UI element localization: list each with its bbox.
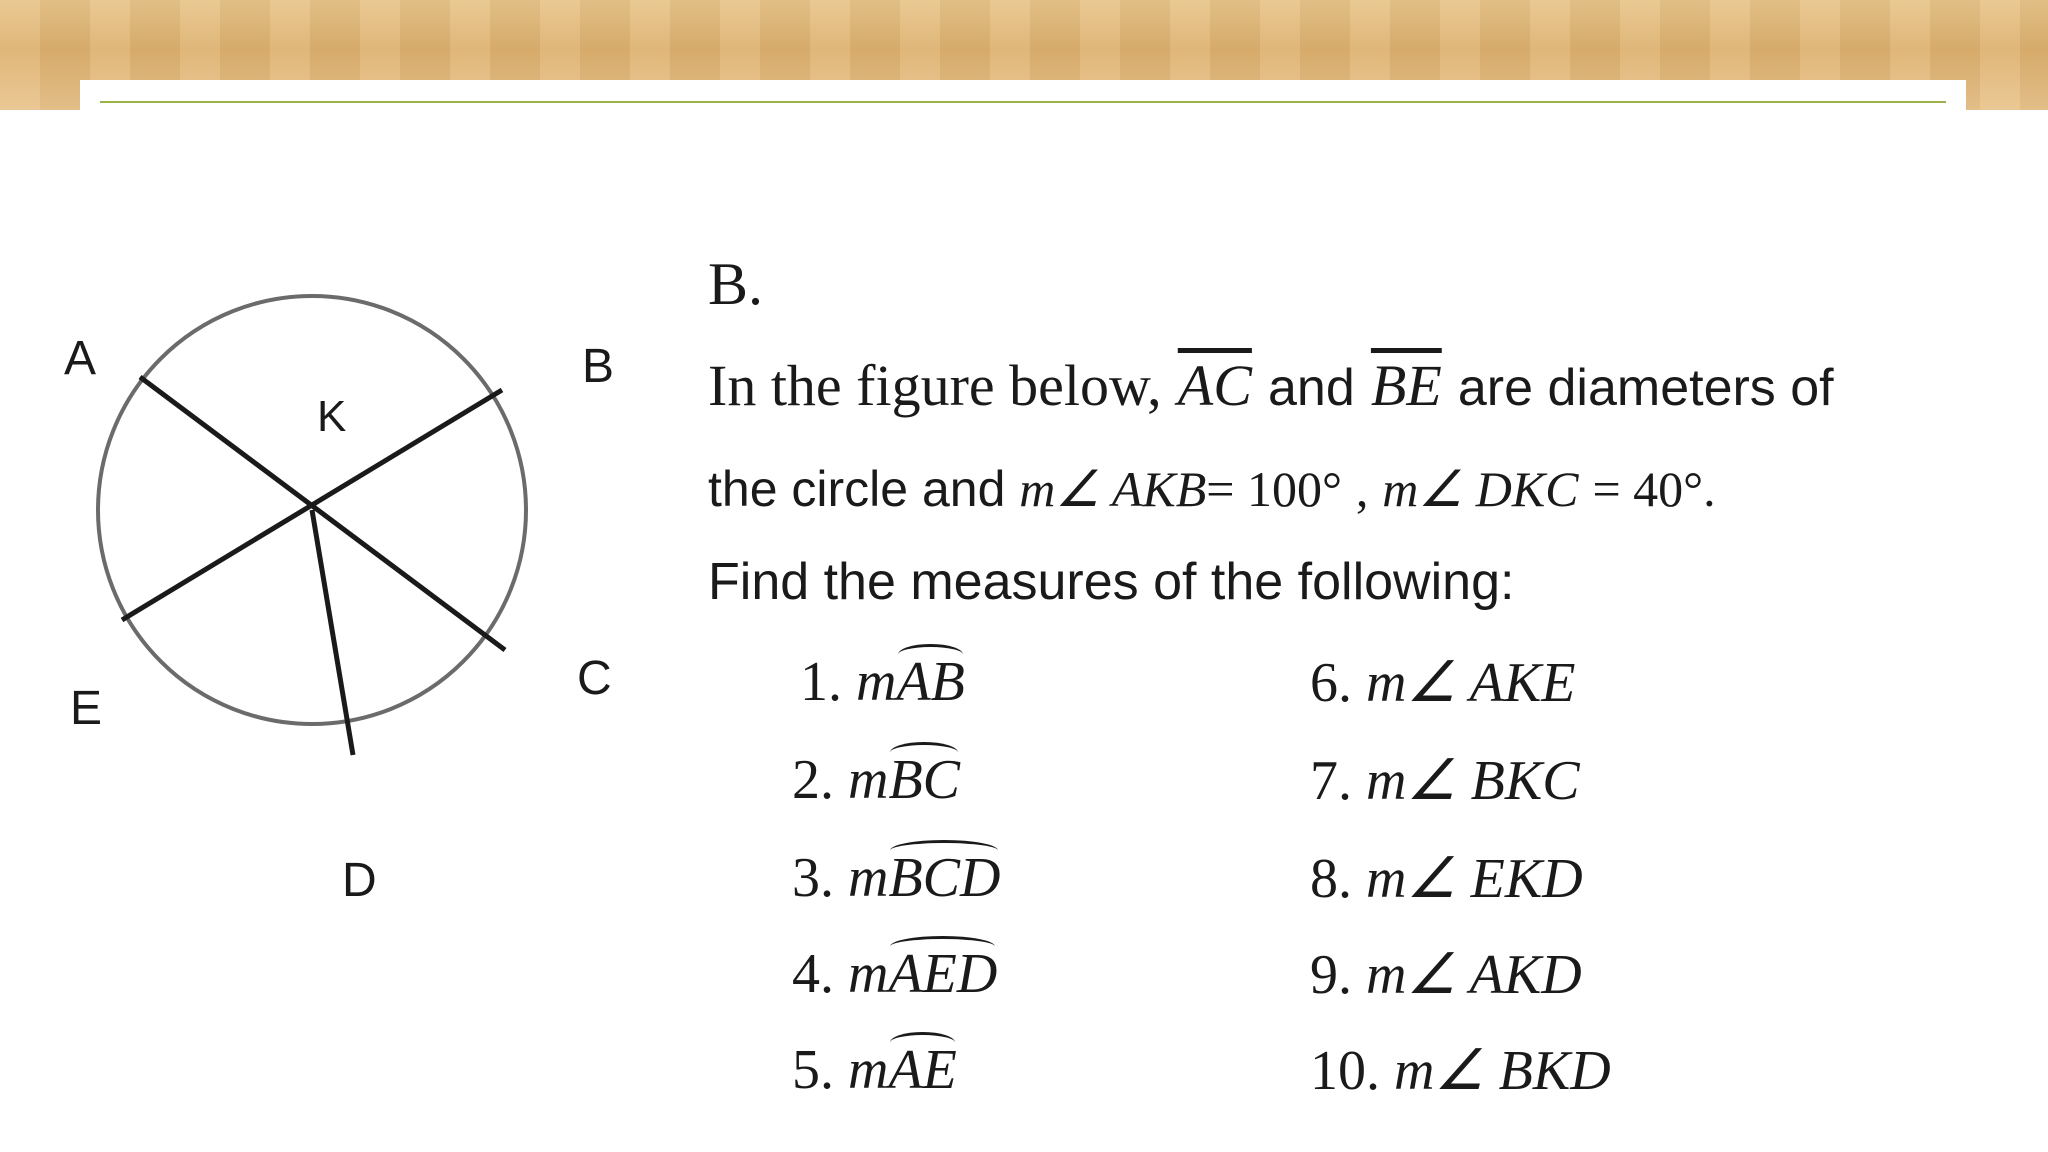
question-9 — [1310, 942, 1582, 1007]
question-number: 2. — [792, 749, 834, 811]
radius-kd — [312, 510, 353, 755]
angle-expression: m∠ AKE — [1366, 652, 1576, 714]
question-number: 6. — [1310, 652, 1352, 714]
given-angle-akb-value: = 100° — [1206, 461, 1342, 517]
measure-prefix: m — [848, 1039, 889, 1101]
question-7 — [1310, 748, 1580, 813]
measure-prefix: m — [856, 651, 897, 713]
point-label-b: B — [582, 340, 615, 393]
measure-prefix: m — [848, 749, 889, 811]
intro-line-1 — [708, 352, 1834, 419]
point-label-e: E — [70, 682, 103, 735]
measure-prefix: m — [848, 943, 889, 1005]
arc-ae: AE — [888, 1039, 957, 1101]
intro-and: and — [1268, 359, 1355, 417]
angle-expression: m∠ AKD — [1366, 944, 1582, 1006]
find-instruction: Find the measures of the following: — [708, 553, 1515, 611]
point-label-d: D — [342, 854, 377, 907]
point-label-a: A — [64, 332, 97, 385]
question-number: 10. — [1310, 1040, 1380, 1102]
intro-text: In the figure below, — [708, 353, 1162, 418]
question-10 — [1310, 1038, 1611, 1103]
segment-be: $\overline{BE}$ — [1370, 353, 1442, 418]
question-number: 1. — [800, 651, 842, 713]
question-3 — [792, 846, 1000, 910]
circle-figure — [40, 255, 660, 935]
point-label-c: C — [577, 652, 612, 705]
question-8 — [1310, 846, 1583, 911]
question-number: 4. — [792, 943, 834, 1005]
segment-ac: $\overline{AC}$ — [1177, 353, 1252, 418]
question-4 — [792, 942, 997, 1006]
given-angle-akb: m∠ AKB — [1019, 461, 1207, 517]
angle-expression: m∠ EKD — [1366, 848, 1583, 910]
intro-diameters: are diameters of — [1457, 359, 1834, 417]
angle-expression: m∠ BKD — [1394, 1040, 1611, 1102]
question-number: 8. — [1310, 848, 1352, 910]
diameter-be — [122, 390, 502, 620]
question-number: 3. — [792, 847, 834, 909]
arc-ab: AB — [896, 651, 965, 713]
intro-line-2 — [708, 460, 1716, 518]
given-period: . — [1703, 461, 1716, 517]
intro-circle-and: the circle and — [708, 461, 1006, 517]
given-angle-dkc-value: = 40° — [1592, 461, 1704, 517]
arc-bcd: BCD — [888, 847, 1001, 909]
circle-diagram — [40, 255, 660, 935]
question-number: 9. — [1310, 944, 1352, 1006]
point-label-k: K — [317, 392, 347, 441]
measure-prefix: m — [848, 847, 889, 909]
question-2 — [792, 748, 960, 812]
question-number: 7. — [1310, 750, 1352, 812]
question-6 — [1310, 650, 1575, 715]
question-1 — [800, 650, 965, 714]
angle-expression: m∠ BKC — [1366, 750, 1580, 812]
given-comma: , — [1355, 461, 1369, 517]
arc-aed: AED — [888, 943, 998, 1005]
question-number: 5. — [792, 1039, 834, 1101]
arc-bc: BC — [888, 749, 961, 811]
part-label: B. — [708, 251, 764, 317]
given-angle-dkc: m∠ DKC — [1382, 461, 1579, 517]
question-5 — [792, 1038, 957, 1102]
slide-divider — [100, 101, 1946, 103]
